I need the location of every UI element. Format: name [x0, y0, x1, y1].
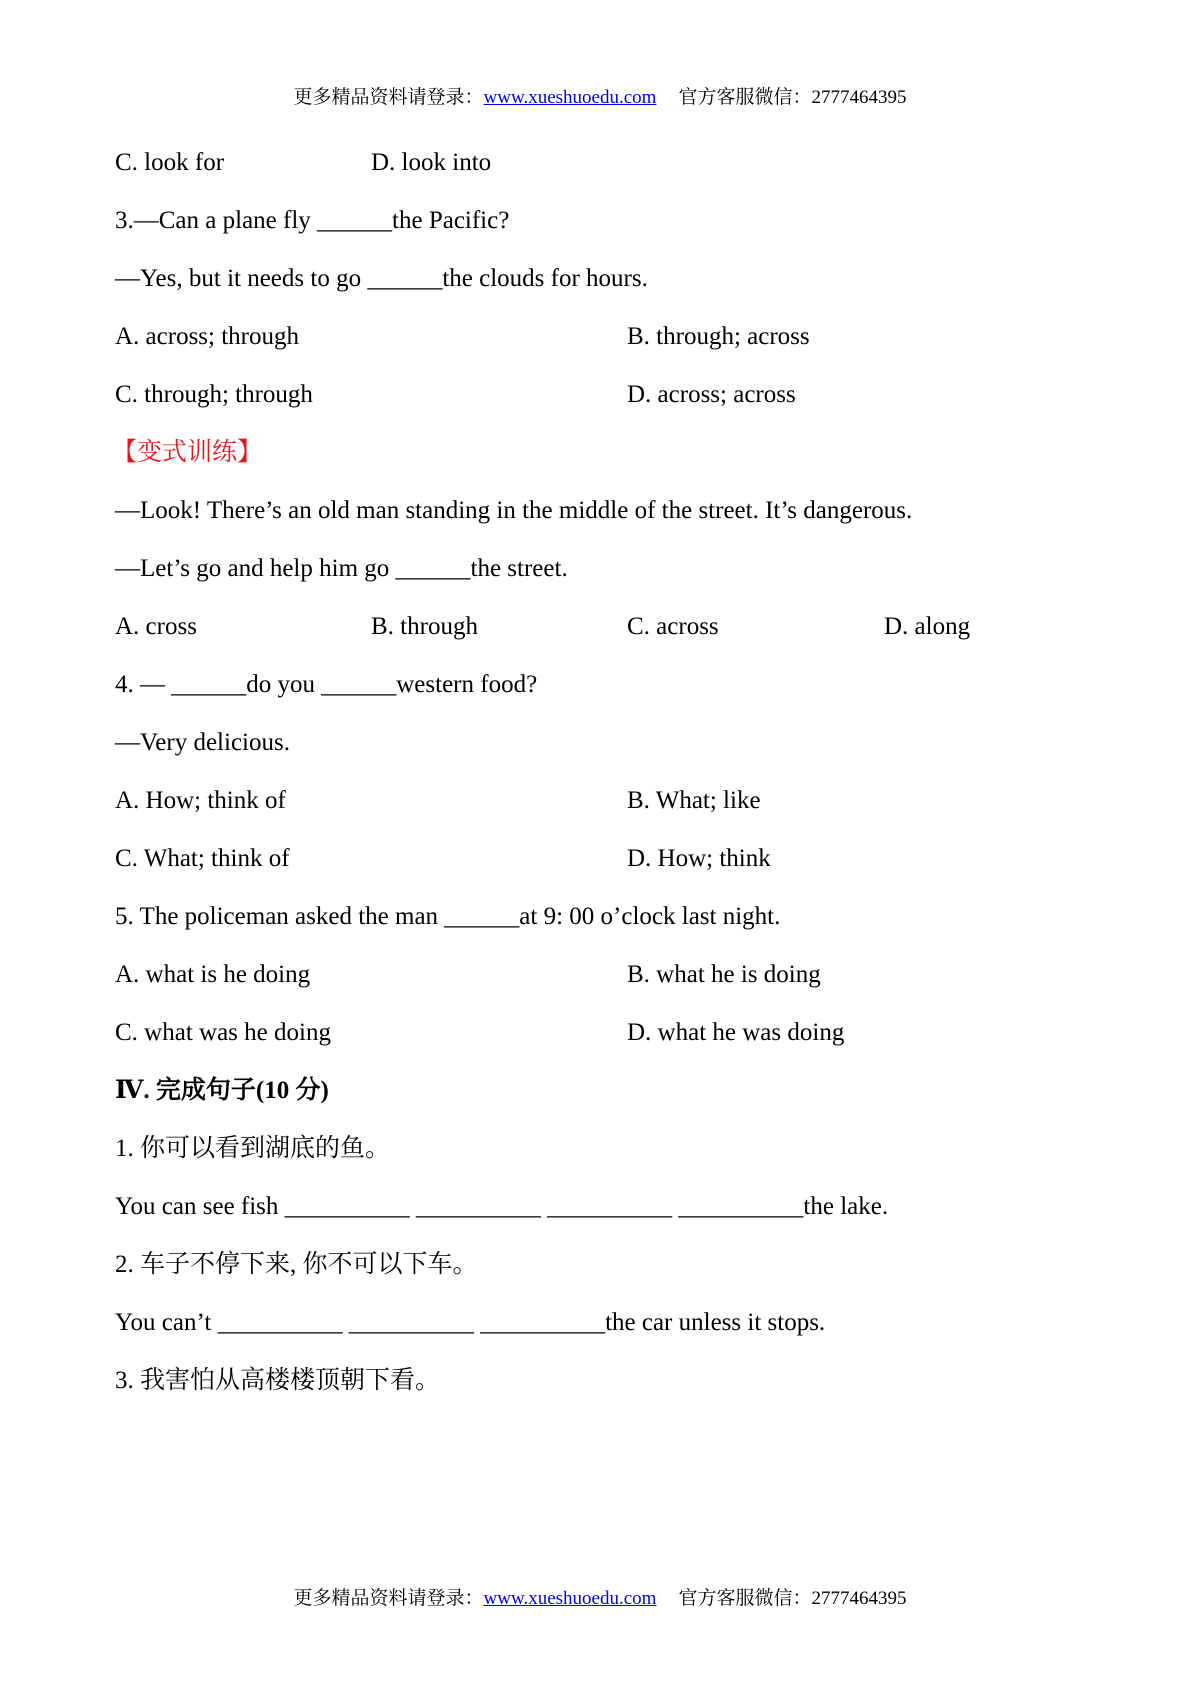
q3-option-d: D. across; across	[627, 381, 796, 408]
q4-reply: —Very delicious.	[115, 729, 290, 756]
q5-option-a: A. what is he doing	[115, 961, 311, 988]
q4-stem: 4. — ______do you ______western food?	[115, 671, 538, 698]
variant-option-b: B. through	[371, 613, 478, 640]
q3-option-b: B. through; across	[627, 323, 810, 350]
q4-option-c: C. What; think of	[115, 845, 290, 872]
variant-line-1: —Look! There’s an old man standing in the middle of the street. It’s dangerous.	[115, 497, 913, 524]
variant-option-a: A. cross	[115, 613, 197, 640]
q3-option-a: A. across; through	[115, 323, 299, 350]
q4-option-d: D. How; think	[627, 845, 771, 872]
sentence-2-chinese: 2. 车子不停下来, 你不可以下车。	[115, 1251, 478, 1278]
sentence-1-english: You can see fish __________ __________ __________ __________the lake.	[115, 1193, 889, 1220]
section-4-title: Ⅳ. 完成句子(10 分)	[115, 1077, 329, 1104]
q3-option-c: C. through; through	[115, 381, 313, 408]
q4-option-a: A. How; think of	[115, 787, 286, 814]
variant-line-2: —Let’s go and help him go ______the street.	[115, 555, 568, 582]
variant-option-c: C. across	[627, 613, 719, 640]
q4-option-b: B. What; like	[627, 787, 761, 814]
footer-link[interactable]: www.xueshuoedu.com	[483, 1588, 657, 1609]
footer-service: 官方客服微信：2777464395	[678, 1588, 907, 1609]
footer-prefix: 更多精品资料请登录：	[293, 1588, 484, 1609]
sentence-2-english: You can’t __________ __________ __________the car unless it stops.	[115, 1309, 826, 1336]
page-header	[0, 82, 1200, 109]
sentence-3-chinese: 3. 我害怕从高楼楼顶朝下看。	[115, 1367, 441, 1394]
q5-stem: 5. The policeman asked the man ______at 9: 00 o’clock last night.	[115, 903, 781, 930]
header-link[interactable]: www.xueshuoedu.com	[483, 87, 657, 108]
header-prefix: 更多精品资料请登录：	[293, 87, 484, 108]
q5-option-c: C. what was he doing	[115, 1019, 331, 1046]
variant-title: 【变式训练】	[112, 439, 263, 466]
q2-option-c: C. look for	[115, 149, 225, 176]
q3-stem: 3.—Can a plane fly ______the Pacific?	[115, 207, 510, 234]
q5-option-d: D. what he was doing	[627, 1019, 845, 1046]
q5-option-b: B. what he is doing	[627, 961, 821, 988]
q3-reply: —Yes, but it needs to go ______the clouds for hours.	[115, 265, 648, 292]
sentence-1-chinese: 1. 你可以看到湖底的鱼。	[115, 1135, 391, 1162]
page-footer	[0, 1583, 1200, 1610]
header-service: 官方客服微信：2777464395	[678, 87, 907, 108]
variant-option-d: D. along	[884, 613, 971, 640]
q2-option-d: D. look into	[371, 149, 492, 176]
